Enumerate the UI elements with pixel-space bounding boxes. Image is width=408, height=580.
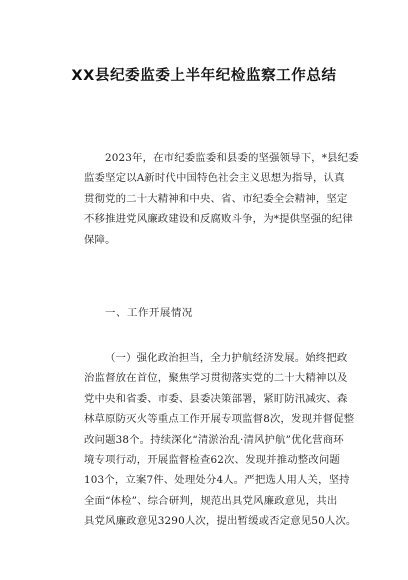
body-line: 境专项行动，开展监督检查62次、发现并推动整改问题	[84, 454, 340, 467]
body-line: 全面“体检”、综合研判，规范出具党风廉政意见，共出	[84, 494, 338, 507]
intro-line: 2023年，在市纪委监委和县委的坚强领导下，*县纪委	[105, 152, 359, 164]
body-line: 103个，立案7件、处理处分4人。严把选人用人关，坚持	[84, 474, 350, 487]
intro-line: 监委坚定以A新时代中国特色社会主义思想为指导，认真	[84, 172, 345, 185]
body-paragraph	[84, 348, 357, 532]
body-line: 具党风廉政意见3290人次，提出暂缓或否定意见50人次。	[84, 515, 357, 528]
intro-line: 不移推进党风廉政建设和反腐败斗争，为*提供坚强的纪律	[84, 213, 353, 226]
section-heading: 一、工作开展情况	[105, 307, 193, 319]
intro-line: 保障。	[84, 233, 116, 246]
intro-paragraph	[84, 148, 359, 250]
body-line: （一）强化政治担当，全力护航经济发展。始终把政	[105, 352, 348, 364]
intro-line: 贯彻党的二十大精神和中央、省、市纪委全会精神，坚定	[84, 192, 348, 205]
document-title: XX县纪委监委上半年纪检监察工作总结	[71, 68, 337, 84]
body-line: 改问题38个。持续深化“清淤治乱·清风护航”优化营商环	[84, 433, 344, 446]
body-line: 党中央和省委、市委、县委决策部署，紧盯防汛减灾、森	[84, 392, 348, 405]
body-line: 林草原防灭火等重点工作开展专项监督8次，发现并督促整	[84, 413, 355, 426]
body-line: 治监督放在首位，聚焦学习贯彻落实党的二十大精神以及	[84, 372, 348, 385]
